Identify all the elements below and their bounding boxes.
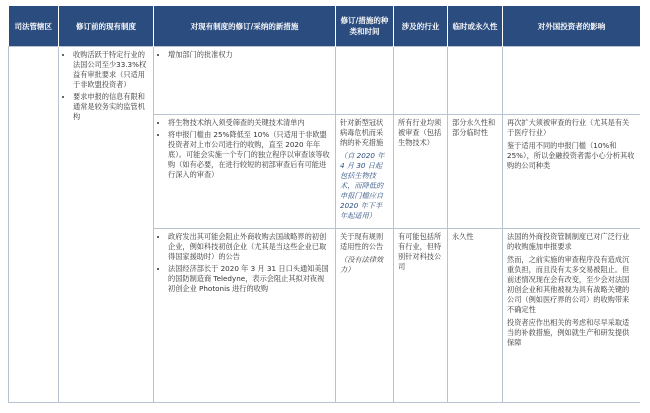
permanence-cell (448, 47, 503, 115)
permanence-cell: 永久性 (448, 229, 503, 403)
measure-item: • 将申报门槛由 25%降低至 10%（只适用于非欧盟投资者对上市公司进行的收购，直至 2020 年年底）。可能会实施一个专门的独立程序以审查该等收购（如有必要，在进行较短的初部审查后有可能进行深入的审查） (168, 130, 331, 180)
measure-item: • 政府发出其可能会阻止外商收购去国战略界的初创企业，例如科技初创企业（尤其是当这些企业已取得国家援助时）的公告 (168, 232, 331, 262)
measures-cell (154, 229, 336, 403)
measure-type-text: 关于现有规则适用性的公告 (340, 232, 384, 251)
header-impact: 对外国投资者的影响 (503, 6, 641, 47)
header-industries: 涉及的行业 (394, 6, 448, 47)
measure-item: • 增加部门的批准权力 (168, 50, 331, 60)
measures-cell (154, 47, 336, 115)
table-row (9, 47, 641, 115)
table-header-row (9, 6, 641, 47)
impact-text: 鉴于适用不同的申报门槛（10%和 25%），所以金融投资者需小心分析其收购的公司种类 (507, 141, 635, 170)
measure-item: • 法国经济部长于 2020 年 3 月 31 日口头通知美国的国防制造商 Teledyne，表示会阻止其拟对夜视初创企业 Photonis 进行的收购 (168, 264, 331, 294)
measure-type-note: （没有法律效力） (340, 255, 384, 274)
impact-text: 法国的外商投资管制制度已对广泛行业的收购施加申报要求 (507, 232, 630, 251)
header-permanence: 临时或永久性 (448, 6, 503, 47)
header-existing-regime: 修订前的现有制度 (59, 6, 154, 47)
measures-cell (154, 115, 336, 229)
header-jurisdiction: 司法管辖区 (9, 6, 59, 47)
industries-cell: 所有行业均须被审查（包括生物技术） (394, 115, 448, 229)
jurisdiction-cell (9, 47, 59, 403)
impact-text: 然而，之前实施的审查程序没有造成沉重负担，而且没有太多交易被阻止。但前述情况现在会有改变，至少会对法国初创企业和其他被视为具有战略关键的公司（例如医疗界的公司）的收购带来不确定性 (507, 255, 630, 314)
header-measure-type: 修订/措施的种类和时间 (336, 6, 394, 47)
header-amendments: 对现有制度的修订/采纳的新措施 (154, 6, 336, 47)
type-cell (336, 115, 394, 229)
type-cell (336, 229, 394, 403)
regulation-table-page (8, 6, 640, 404)
existing-regime-cell (59, 47, 154, 403)
measure-type-note: （自 2020 年 4 月 30 日起包括生物技术，而降低的申报门槛应自 2020 年下半年起适用） (340, 151, 385, 220)
impact-text: 投资者应作出相关的考虑和尽早采取适当的补救措施，例如就生产和研发提供保障 (507, 318, 630, 347)
impact-cell (503, 229, 641, 403)
impact-text: 再次扩大须被审查的行业（尤其是有关于医疗行业） (507, 118, 630, 137)
type-cell (336, 47, 394, 115)
impact-cell (503, 115, 641, 229)
industries-cell: 有可能包括所有行业，但特别针对科技公司 (394, 229, 448, 403)
existing-regime-item: • 收购活跃于特定行业的法国公司至少33.3%权益有审批要求（只适用于非欧盟投资者） (73, 50, 149, 90)
measure-type-text: 针对新型冠状病毒危机而采纳的补充措施 (340, 118, 384, 147)
impact-cell (503, 47, 641, 115)
permanence-cell: 部分永久性和部分临时性 (448, 115, 503, 229)
existing-regime-item: • 要求申报的信息有限和通常是较务实的监管机构 (73, 92, 149, 122)
fdi-regulation-table (8, 6, 640, 403)
measure-item: • 将生物技术纳入须受筛查的关键技术清单内 (168, 118, 331, 128)
industries-cell (394, 47, 448, 115)
